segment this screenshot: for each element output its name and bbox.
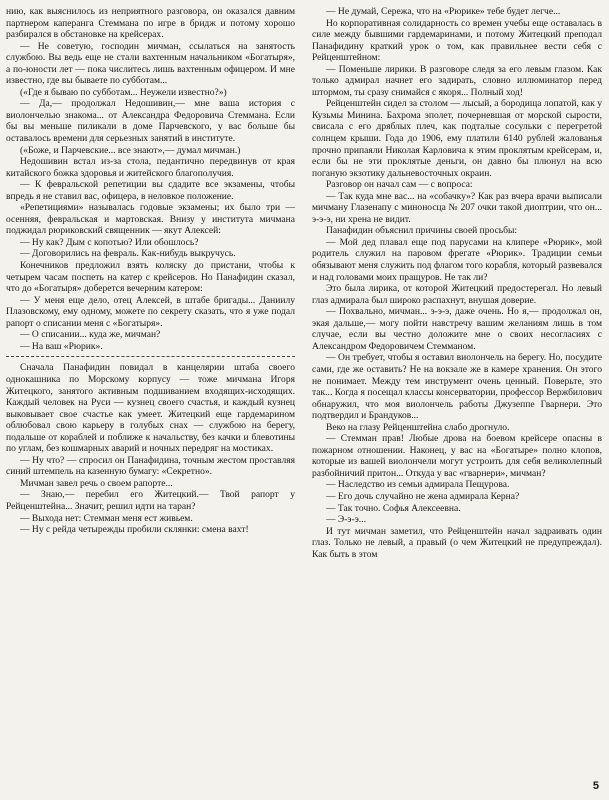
- paragraph: — Так куда мне вас... на «собачку»? Как раз вчера врачи выписали мичману Глазенапу с миноносца № 207 очки такой диоптрии, что он... э-э-э, ни хрена не видит.: [312, 190, 602, 225]
- page-number: 5: [592, 780, 599, 792]
- paragraph: — О списании... куда же, мичман?: [20, 329, 161, 341]
- paragraph: — Он требует, чтобы я оставил виолончель на берегу. Но, посудите сами, где же оставить? Не на вокзале же в камере хранения. Он этого не понимает. Между тем инструмент очень ценный. Поверьте, это так... Когда я посещал классы консерватории, профессор Вержбилович обнаружил, что моя виолончель работы Джузеппе Гварнери. Это подтвердил и Брандуков...: [312, 352, 602, 422]
- paragraph: Но корпоративная солидарность со времен учебы еще оставалась в силе между бывшими гардемаринами, и потому Житецкий преподал Панафидину краткий урок о том, как правильнее вести себя с Рейценштейном:: [312, 17, 602, 64]
- paragraph: Разговор он начал сам — с вопроса:: [326, 179, 473, 191]
- paragraph: — Ну как? Дым с копотью? Или обошлось?: [20, 236, 199, 248]
- paragraph: — Да,— продолжал Недошивин,— мне ваша история с виолончелью знакома... от Александра Федоровича Стеммана. Если бы вы меньше пиликали в доме Парчевского, у вас больше бы оставалось времени для серьезных занятий в институте.: [6, 98, 295, 145]
- paragraph: — К февральской репетиции вы сдадите все экзамены, чтобы впредь я не ставил вас, офицера, в неловкое положение.: [6, 179, 295, 202]
- paragraph: — У меня еще дело, отец Алексей, в штабе бригады... Даниилу Плазовскому, ему одному, можете по секрету сказать, что я уже подал рапорт о списании меня с «Богатыря».: [6, 294, 295, 329]
- paragraph: Конечников предложил взять коляску до пристани, чтобы к четырем часам поспеть на катер с крейсеров. Но Панафидин сказал, что до «Богатыря» доберется вечерним катером:: [6, 260, 295, 295]
- paragraph: — Мой дед плавал еще под парусами на клипере «Рюрик», мой родитель служил на паровом фрегате «Рюрик». Традиции семьи обязывают меня служить под флагом того корабля, который развевался и над головами моих пращуров. Не так ли?: [312, 236, 602, 283]
- paragraph: Недошивин встал из-за стола, педантично передвинув от края китайского божка здоровья и житейского благополучия.: [6, 156, 295, 179]
- paragraph: — Так точно. Софья Алексеевна.: [326, 502, 461, 514]
- paragraph: — Не думай, Сережа, что на «Рюрике» тебе будет легче...: [326, 6, 561, 17]
- paragraph: — На ваш «Рюрик».: [20, 340, 103, 352]
- paragraph: — Похвально, мичман... э-э-э, даже очень. Но я,— продолжал он, экая дальше,— могу пойти навстречу вашим желаниям лишь в том случае, если вы честно доложите мне о своих несогласиях с Александром Федоровичем Стемманом.: [312, 306, 602, 352]
- paragraph: — Договорились на февраль. Как-нибудь выкручусь.: [20, 248, 236, 260]
- paragraph: — Ну с рейда четырежды пробили склянки: смена вахт!: [20, 524, 249, 536]
- paragraph: Это была лирика, от которой Житецкий предостерегал. Но левый глаз адмирала был широко распахнут, внушая доверие.: [312, 283, 602, 306]
- paragraph: — Не советую, господин мичман, ссылаться на занятость службою. Вы ведь еще не стали вахтенным начальником «Богатыря», а по-юности лет — пока числитесь лишь вахтенным офицером. И мне известно, где вы бываете по субботам...: [6, 40, 295, 87]
- paragraph: «Репетициями» называлась годовые экзамены; их было три — осенняя, февральская и мартовская. Внизу у института мичмана поджидал рюриковский священник — якут Алексей:: [6, 202, 295, 237]
- left-column: [6, 6, 295, 536]
- paragraph: Сначала Панафидин повидал в канцелярии штаба своего однокашника по Морскому корпусу — тоже мичмана Игоря Житецкого, занятого активным подшиванием входящих-исходящих. Каждый человек на Руси — кузнец своего счастья, и каждый кузнец выковывает свое счастье как умеет. Житецкий еще гардемарином облюбовал свою карьеру в голубых снах — службою на берегу, подальше от кораблей и поближе к начальству, без качки и блевотины по углам, без кошмарных аварий и ночных передряг на мостиках.: [6, 362, 295, 455]
- paragraph: («Боже, и Парчевские... все знают»,— думал мичман.): [20, 144, 241, 156]
- paragraph: — Э-э-э...: [326, 514, 366, 526]
- paragraph: — Его дочь случайно не жена адмирала Керна?: [326, 490, 520, 502]
- paragraph: — Стемман прав! Любые дрова на боевом крейсере опасны в пожарном отношении. Наконец, у вас на «Богатыре» полно клопов, которые из вашей виолончели могут устроить для себя великолепный разбойничий притон... Откуда у вас «гварнери», мичман?: [312, 433, 602, 479]
- paragraph: Веко на глазу Рейценштейна слабо дрогнуло.: [326, 421, 510, 433]
- paragraph: — Знаю,— перебил его Житецкий.— Твой рапорт у Рейценштейна... Значит, решил идти на таран?: [6, 489, 295, 512]
- paragraph: Рейценштейн сидел за столом — лысый, а бородища лопатой, как у Кузьмы Минина. Бахрома эполет, почерневшая от морской сырости, свисала с его дряблых плеч, как подталые сосульки с перегретой солнцем крыши. Года до 1906, ему платили 6140 рублей жалованья прочно припаяли Николая Карловича к этим проклятым крейсерам, и, если бы не эти проклятые деньги, он давно бы плюнул на всю поганую экзотику дальневосточных окраин.: [312, 98, 602, 179]
- paragraph: И тут мичман заметил, что Рейценштейн начал задраивать один глаз. Только не левый, а правый (о чем Житецкий не предупреждал). Как быть в этом: [312, 525, 602, 560]
- section-divider: [6, 356, 295, 357]
- paragraph: — Наследство из семьи адмирала Пещурова.: [326, 479, 510, 491]
- paragraph: — Ну что? — спросил он Панафидина, точным жестом проставляя синий штемпель на казенную бумагу: «Секретно».: [6, 454, 295, 478]
- paragraph: Панафидин объяснил причины своей просьбы:: [326, 225, 518, 237]
- right-column: [312, 6, 602, 560]
- paragraph: — Поменьше лирики. В разговоре следя за его левым глазом. Как только адмирал начнет его задирать, словно иллюминатор перед штормом, ты сразу снимайся с якоря... Полный ход!: [312, 63, 602, 98]
- paragraph: («Где я бываю по субботам... Неужели известно?»): [20, 86, 227, 98]
- paragraph: — Выхода нет: Стемман меня ест живьем.: [20, 512, 193, 524]
- paragraph: Мичман завел речь о своем рапорте...: [20, 477, 173, 489]
- paragraph: нию, как выяснилось из неприятного разговора, он оказался давним партнером каперанга Стеммана по игре в бридж и потому хорошо разбирался в обстановке на крейсерах.: [6, 6, 295, 41]
